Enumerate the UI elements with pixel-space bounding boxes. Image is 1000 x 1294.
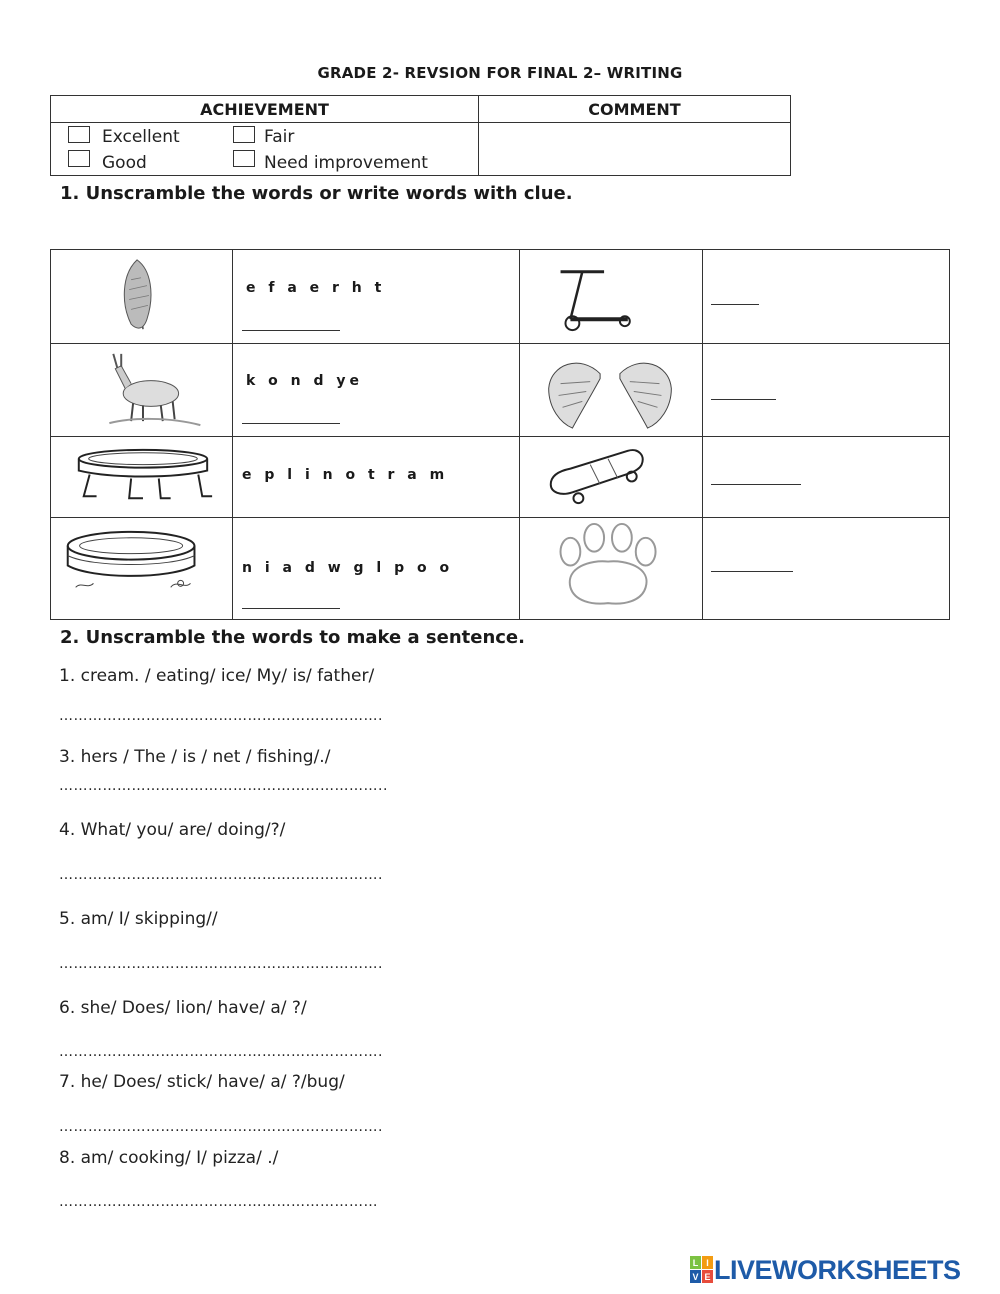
checkbox-need-improvement[interactable] (233, 150, 255, 167)
trampoline-icon (51, 437, 232, 517)
sentence-prompt: 7. he/ Does/ stick/ have/ a/ ?/bug/ (59, 1072, 345, 1092)
svg-text:V: V (692, 1272, 699, 1282)
answer-line[interactable] (242, 423, 340, 424)
answer-cell-2 (703, 344, 950, 437)
section1-heading: 1. Unscramble the words or write words with clue. (60, 183, 573, 204)
page-title: GRADE 2- REVSION FOR FINAL 2– WRITING (317, 64, 683, 82)
answer-dots[interactable]: …………………………………………………………. (59, 1119, 383, 1135)
answer-line[interactable] (711, 571, 793, 572)
svg-text:L: L (692, 1258, 699, 1268)
skateboard-icon (520, 437, 702, 517)
option-good-label: Good (102, 153, 147, 173)
wading-pool-cell (51, 518, 233, 620)
comment-header: COMMENT (479, 96, 791, 123)
achievement-header: ACHIEVEMENT (51, 96, 479, 123)
comment-cell[interactable] (479, 123, 791, 176)
scrambled-word: e f a e r h t (246, 280, 386, 296)
answer-dots[interactable]: …………………………………………………………. (59, 1044, 383, 1060)
scooter-cell (520, 250, 703, 344)
sentence-prompt: 6. she/ Does/ lion/ have/ a/ ?/ (59, 998, 307, 1018)
scrambled-word: n i a d w g l p o o (242, 560, 454, 576)
trampoline-cell (51, 437, 233, 518)
unscramble-table (50, 249, 950, 620)
answer-dots[interactable]: …………………………………………………………. (59, 708, 383, 724)
answer-line[interactable] (711, 484, 801, 485)
answer-line[interactable] (711, 399, 776, 400)
sentence-prompt: 3. hers / The / is / net / fishing/./ (59, 747, 331, 767)
scrambled-word: e p l i n o t r a m (242, 467, 449, 483)
checkbox-excellent[interactable] (68, 126, 90, 143)
option-fair-label: Fair (264, 127, 295, 147)
svg-text:E: E (704, 1272, 711, 1282)
feather-icon (51, 250, 232, 343)
scramble-cell-3 (233, 437, 520, 518)
scrambled-word: k o n d ye (246, 373, 364, 389)
paw-icon (520, 518, 702, 619)
option-excellent-label: Excellent (102, 127, 180, 147)
answer-line[interactable] (242, 608, 340, 609)
answer-cell-1 (703, 250, 950, 344)
option-need-improvement-label: Need improvement (264, 153, 428, 173)
donkey-icon (51, 344, 232, 436)
sentence-prompt: 8. am/ cooking/ I/ pizza/ ./ (59, 1148, 279, 1168)
wings-cell (520, 344, 703, 437)
answer-dots[interactable]: …………………………………………………………. (59, 867, 383, 883)
scramble-cell-1 (233, 250, 520, 344)
sentence-prompt: 4. What/ you/ are/ doing/?/ (59, 820, 286, 840)
liveworksheets-logo (690, 1253, 961, 1287)
paw-cell (520, 518, 703, 620)
svg-text:I: I (706, 1258, 709, 1268)
donkey-cell (51, 344, 233, 437)
answer-cell-4 (703, 518, 950, 620)
answer-cell-3 (703, 437, 950, 518)
feather-cell (51, 250, 233, 344)
sentence-prompt: 1. cream. / eating/ ice/ My/ is/ father/ (59, 666, 375, 686)
achievement-table (50, 95, 791, 176)
checkbox-fair[interactable] (233, 126, 255, 143)
live-badge-icon (690, 1256, 714, 1284)
section2-heading: 2. Unscramble the words to make a sentence. (60, 627, 525, 648)
scooter-icon (520, 250, 702, 343)
answer-dots[interactable]: …………………………………………………………. (59, 956, 383, 972)
answer-line[interactable] (242, 330, 340, 331)
scramble-cell-2 (233, 344, 520, 437)
answer-dots[interactable]: ………………………………………………………… (59, 1194, 378, 1210)
answer-dots[interactable]: ………………………………………………………….. (59, 778, 388, 794)
checkbox-good[interactable] (68, 150, 90, 167)
wings-icon (520, 344, 702, 436)
sentence-prompt: 5. am/ I/ skipping// (59, 909, 218, 929)
scramble-cell-4 (233, 518, 520, 620)
skateboard-cell (520, 437, 703, 518)
answer-line[interactable] (711, 304, 759, 305)
logo-text: LIVEWORKSHEETS (714, 1254, 961, 1285)
wading-pool-icon (51, 518, 232, 619)
